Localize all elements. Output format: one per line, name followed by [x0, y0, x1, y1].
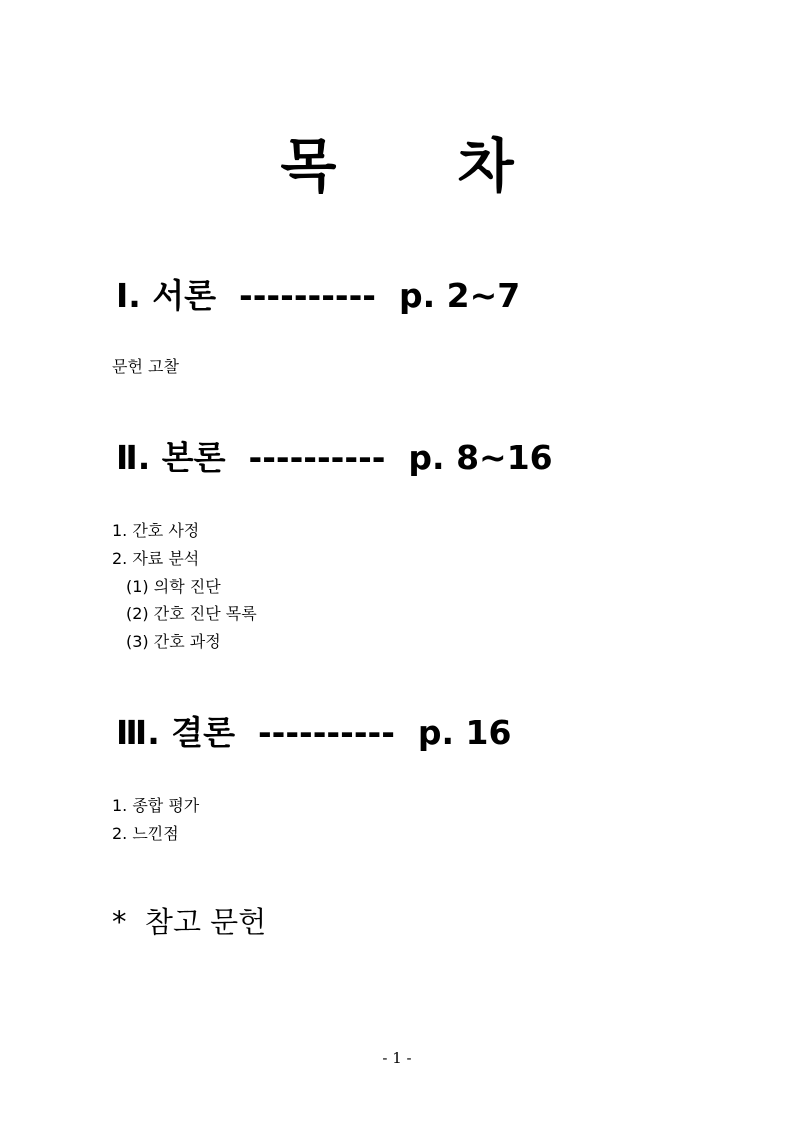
list-item: 1. 종합 평가 [112, 796, 200, 815]
list-item: 2. 느낀점 [112, 824, 179, 843]
list-item: (3) 간호 과정 [126, 632, 221, 651]
section-heading-introduction: Ⅰ. 서론 ---------- p. 2~7 [116, 276, 521, 315]
page-number: - 1 - [382, 1049, 412, 1067]
list-item: 문헌 고찰 [112, 357, 179, 376]
section-heading-body: Ⅱ. 본론 ---------- p. 8~16 [116, 438, 553, 477]
section-heading-conclusion: Ⅲ. 결론 ---------- p. 16 [116, 713, 512, 752]
list-item: (2) 간호 진단 목록 [126, 604, 257, 623]
page-title: 목 차 [280, 132, 514, 200]
list-item: 2. 자료 분석 [112, 549, 200, 568]
references-heading: * 참고 문헌 [112, 905, 267, 939]
list-item: 1. 간호 사정 [112, 521, 200, 540]
list-item: (1) 의학 진단 [126, 577, 221, 596]
